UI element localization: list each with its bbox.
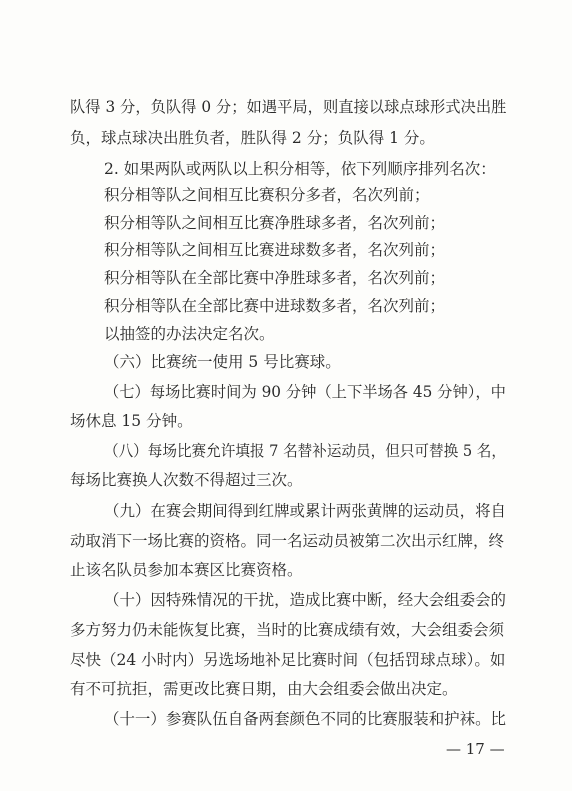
text-line: 有不可抗拒，需更改比赛日期，由大会组委会做出决定。 [70, 680, 458, 698]
text-line: 负，球点球决出胜负者，胜队得 2 分；负队得 1 分。 [70, 129, 435, 147]
text-line: 动取消下一场比赛的资格。同一名运动员被第二次出示红牌，终 [70, 532, 505, 550]
text-line: 尽快（24 小时内）另选场地补足比赛时间（包括罚球点球）。如 [70, 651, 506, 669]
text-line: （八）每场比赛允许填报 7 名替补运动员，但只可替换 5 名， [104, 442, 506, 460]
text-line: 以抽签的办法决定名次。 [104, 325, 275, 343]
page-number: — 17 — [446, 740, 505, 758]
text-line: 多方努力仍未能恢复比赛，当时的比赛成绩有效，大会组委会须 [70, 621, 505, 639]
text-line: 积分相等队在全部比赛中进球数多者，名次列前； [104, 297, 446, 315]
text-line: 每场比赛换人次数不得超过三次。 [70, 471, 303, 489]
text-line: 积分相等队之间相互比赛净胜球多者，名次列前； [104, 214, 446, 232]
text-line: （六）比赛统一使用 5 号比赛球。 [104, 353, 341, 371]
text-line: 积分相等队之间相互比赛进球数多者，名次列前； [104, 241, 446, 259]
text-line: 场休息 15 分钟。 [70, 412, 193, 430]
text-line: 止该名队员参加本赛区比赛资格。 [70, 561, 303, 579]
text-line: 2. 如果两队或两队以上积分相等，依下列顺序排列名次： [104, 160, 496, 178]
text-line: （九）在赛会期间得到红牌或累计两张黄牌的运动员，将自 [104, 502, 507, 520]
text-line: 积分相等队在全部比赛中净胜球多者，名次列前； [104, 269, 446, 287]
text-line: （十）因特殊情况的干扰，造成比赛中断，经大会组委会的 [104, 591, 507, 609]
text-line: （七）每场比赛时间为 90 分钟（上下半场各 45 分钟），中 [104, 383, 506, 401]
text-line: （十一）参赛队伍自备两套颜色不同的比赛服装和护袜。比 [104, 710, 507, 728]
text-line: 积分相等队之间相互比赛积分多者，名次列前； [104, 186, 430, 204]
text-line: 队得 3 分，负队得 0 分；如遇平局，则直接以球点球形式决出胜 [70, 98, 507, 116]
